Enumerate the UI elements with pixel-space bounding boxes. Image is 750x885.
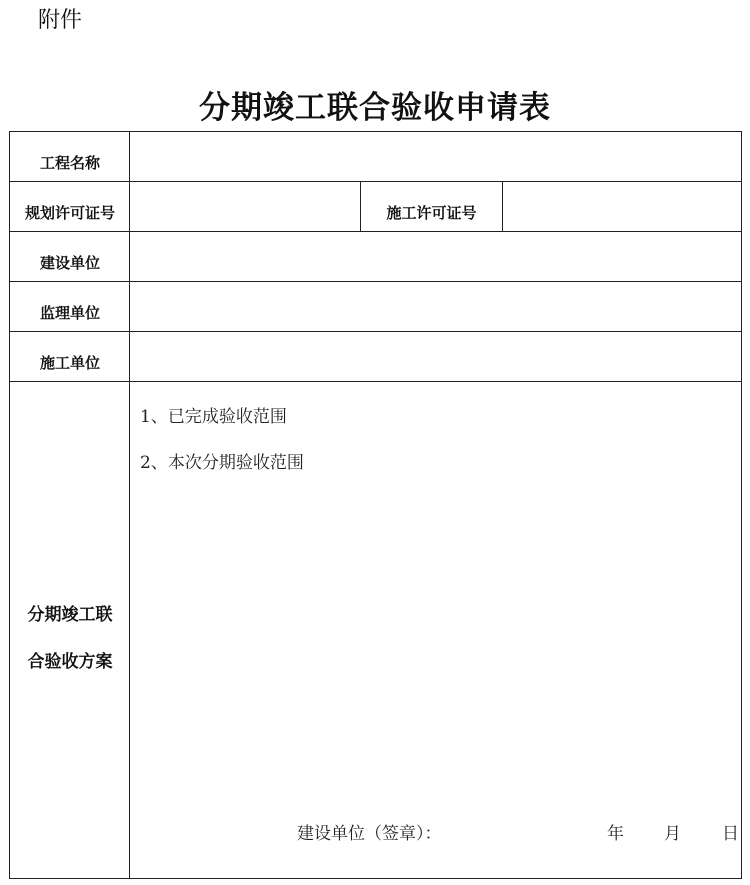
- label-supervisor: [10, 282, 130, 331]
- current-scope-item: 2、本次分期验收范围: [140, 453, 304, 473]
- label-supervisor-text: 监理单位: [39, 304, 100, 322]
- developer-signature-label: 建设单位（签章）：: [297, 824, 442, 844]
- row-permits: [10, 182, 741, 232]
- form-title: 分期竣工联合验收申请表: [199, 90, 551, 126]
- label-construction-permit-text: 施工许可证号: [386, 204, 477, 222]
- application-form-table: [9, 131, 742, 879]
- attachment-label: 附件: [38, 8, 83, 33]
- label-contractor-text: 施工单位: [39, 354, 100, 372]
- construction-permit-field[interactable]: [503, 182, 741, 231]
- label-planning-permit-text: 规划许可证号: [24, 204, 115, 222]
- date-year-label: 年: [607, 824, 624, 844]
- label-planning-permit: [10, 182, 130, 231]
- row-project-name: [10, 132, 741, 182]
- planning-permit-field[interactable]: [130, 182, 360, 231]
- project-name-field[interactable]: [130, 132, 741, 181]
- row-developer: [10, 232, 741, 282]
- label-acceptance-plan-line2: 合验收方案: [27, 652, 113, 672]
- label-acceptance-plan: [10, 382, 130, 878]
- label-contractor: [10, 332, 130, 381]
- date-month-label: 月: [664, 824, 681, 844]
- contractor-field[interactable]: [130, 332, 741, 381]
- row-contractor: [10, 332, 741, 382]
- label-construction-permit: [360, 182, 503, 231]
- date-day-label: 日: [722, 824, 739, 844]
- completed-scope-item: 1、已完成验收范围: [140, 407, 287, 427]
- supervisor-field[interactable]: [130, 282, 741, 331]
- label-project-name-text: 工程名称: [39, 154, 100, 172]
- label-acceptance-plan-line1: 分期竣工联: [27, 605, 113, 625]
- label-developer: [10, 232, 130, 281]
- label-developer-text: 建设单位: [39, 254, 100, 272]
- developer-field[interactable]: [130, 232, 741, 281]
- row-acceptance-plan: [10, 382, 741, 878]
- row-supervisor: [10, 282, 741, 332]
- label-project-name: [10, 132, 130, 181]
